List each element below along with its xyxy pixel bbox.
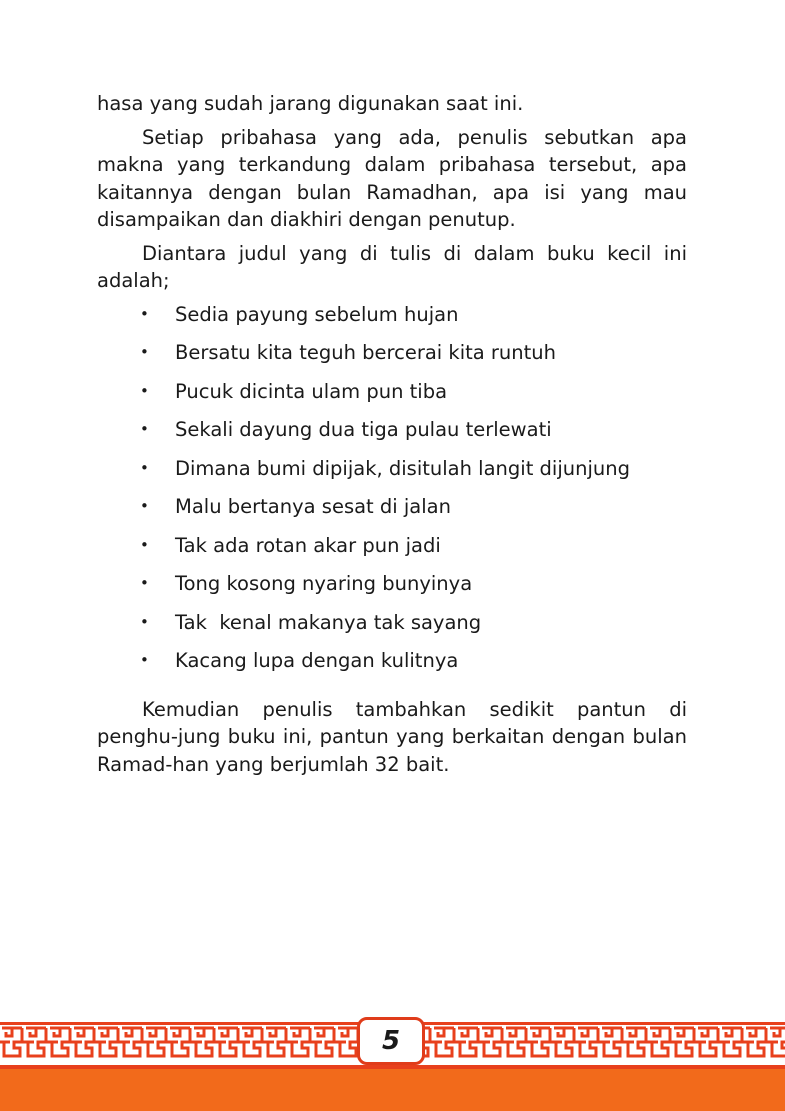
bullet-icon: • <box>140 458 149 477</box>
bullet-icon: • <box>140 420 149 438</box>
list-item-text: Tak kenal makanya tak sayang <box>175 610 482 634</box>
bullet-icon: • <box>140 612 149 631</box>
list-item <box>97 532 687 571</box>
bullet-icon: • <box>140 343 149 361</box>
bullet-icon: • <box>140 535 149 554</box>
page-body <box>97 90 687 778</box>
list-item-text: Sekali dayung dua tiga pulau terlewati <box>175 418 552 441</box>
list-item <box>97 609 687 648</box>
list-item <box>97 647 687 686</box>
paragraph-2: Setiap pribahasa yang ada, penulis sebutkan apa makna yang terkandung dalam pribahasa tersebut, apa kaitannya dengan bulan Ramadhan, apa isi yang mau disampaikan dan diakhiri dengan penutup. <box>97 125 687 231</box>
list-item-text: Pucuk dicinta ulam pun tiba <box>175 379 448 403</box>
paragraph-1: hasa yang sudah jarang digunakan saat ini. <box>97 92 524 115</box>
list-item <box>97 455 687 494</box>
bullet-icon: • <box>140 574 149 592</box>
list-item-text: Kacang lupa dengan kulitnya <box>175 649 459 672</box>
list-item-text: Sedia payung sebelum hujan <box>175 302 459 326</box>
page-number-badge: 5 <box>357 1017 425 1065</box>
list-item-text: Tak ada rotan akar pun jadi <box>175 533 441 557</box>
paragraph-3: Diantara judul yang di tulis di dalam buku kecil ini adalah; <box>97 241 687 292</box>
list-item-text: Malu bertanya sesat di jalan <box>175 495 451 518</box>
list-item-text: Dimana bumi dipijak, disitulah langit dijunjung <box>175 456 630 480</box>
list-item <box>97 378 687 417</box>
list-item <box>97 301 687 340</box>
list-item-text: Bersatu kita teguh bercerai kita runtuh <box>175 341 557 364</box>
bullet-icon: • <box>140 381 149 400</box>
paragraph-4: Kemudian penulis tambahkan sedikit pantun di penghu-jung buku ini, pantun yang berkaitan dengan bulan Ramad-han yang berjumlah 32 bait. <box>97 697 687 776</box>
list-item <box>97 493 687 532</box>
proverb-list <box>97 301 687 686</box>
list-item <box>97 570 687 609</box>
bullet-icon: • <box>140 651 149 669</box>
bullet-icon: • <box>140 304 149 323</box>
list-item-text: Tong kosong nyaring bunyinya <box>175 572 473 595</box>
list-item <box>97 416 687 455</box>
list-item <box>97 339 687 378</box>
bullet-icon: • <box>140 497 149 515</box>
